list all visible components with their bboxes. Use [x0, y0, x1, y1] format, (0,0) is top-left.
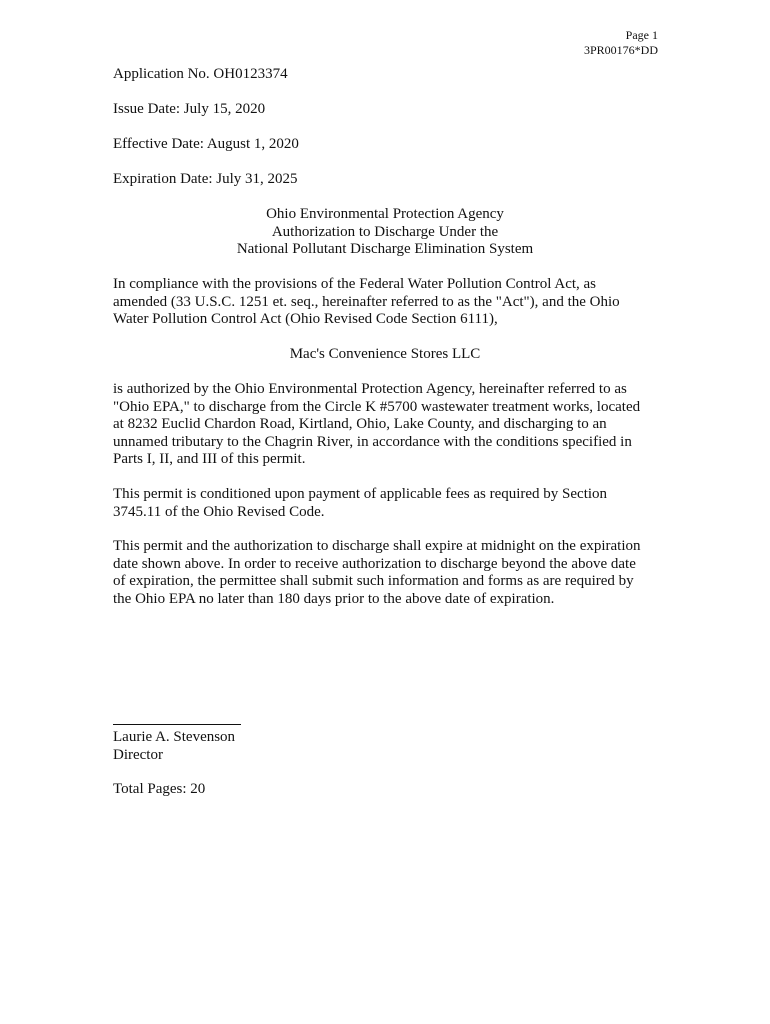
expiration-date: Expiration Date: July 31, 2025 [113, 171, 298, 187]
compliance-paragraph [113, 276, 653, 329]
paragraph-line: Water Pollution Control Act (Ohio Revised Code Section 6111), [113, 311, 498, 328]
paragraph-line: the Ohio EPA no later than 180 days prior to the above date of expiration. [113, 590, 555, 607]
paragraph-line: In compliance with the provisions of the Federal Water Pollution Control Act, as [113, 276, 597, 292]
paragraph-line: amended (33 U.S.C. 1251 et. seq., hereinafter referred to as the "Act"), and the Ohio [113, 293, 620, 310]
application-number: Application No. OH0123374 [113, 66, 288, 82]
effective-date: Effective Date: August 1, 2020 [113, 136, 299, 152]
paragraph-line: 3745.11 of the Ohio Revised Code. [113, 503, 325, 520]
signatory-title: Director [113, 746, 163, 763]
paragraph-line: is authorized by the Ohio Environmental Protection Agency, hereinafter referred to as [113, 381, 627, 397]
paragraph-line: unnamed tributary to the Chagrin River, in accordance with the conditions specified in [113, 433, 632, 450]
document-code: 3PR00176*DD [583, 43, 658, 57]
signatory-name: Laurie A. Stevenson [113, 729, 236, 745]
page-number: Page 1 [625, 28, 658, 42]
paragraph-line: Parts I, II, and III of this permit. [113, 451, 306, 468]
paragraph-line: date shown above. In order to receive authorization to discharge beyond the above date [113, 555, 636, 572]
page-header [584, 28, 658, 58]
issue-date: Issue Date: July 15, 2020 [113, 101, 266, 117]
paragraph-line: This permit is conditioned upon payment of applicable fees as required by Section [113, 486, 608, 502]
signature-line [113, 724, 241, 725]
fees-paragraph [113, 486, 653, 521]
permittee-name: Mac's Convenience Stores LLC [289, 346, 481, 362]
authorization-paragraph [113, 381, 653, 469]
total-pages: Total Pages: 20 [113, 781, 206, 797]
paragraph-line: of expiration, the permittee shall submit such information and forms as are required by [113, 573, 634, 590]
authorization-title: Authorization to Discharge Under the [271, 223, 499, 240]
paragraph-line: at 8232 Euclid Chardon Road, Kirtland, Ohio, Lake County, and discharging to an [113, 416, 607, 433]
paragraph-line: "Ohio EPA," to discharge from the Circle K #5700 wastewater treatment works, located [113, 398, 641, 415]
agency-name: Ohio Environmental Protection Agency [266, 206, 504, 222]
expiry-paragraph [113, 538, 653, 608]
system-name: National Pollutant Discharge Elimination System [236, 241, 534, 258]
paragraph-line: This permit and the authorization to discharge shall expire at midnight on the expiration [113, 538, 641, 554]
